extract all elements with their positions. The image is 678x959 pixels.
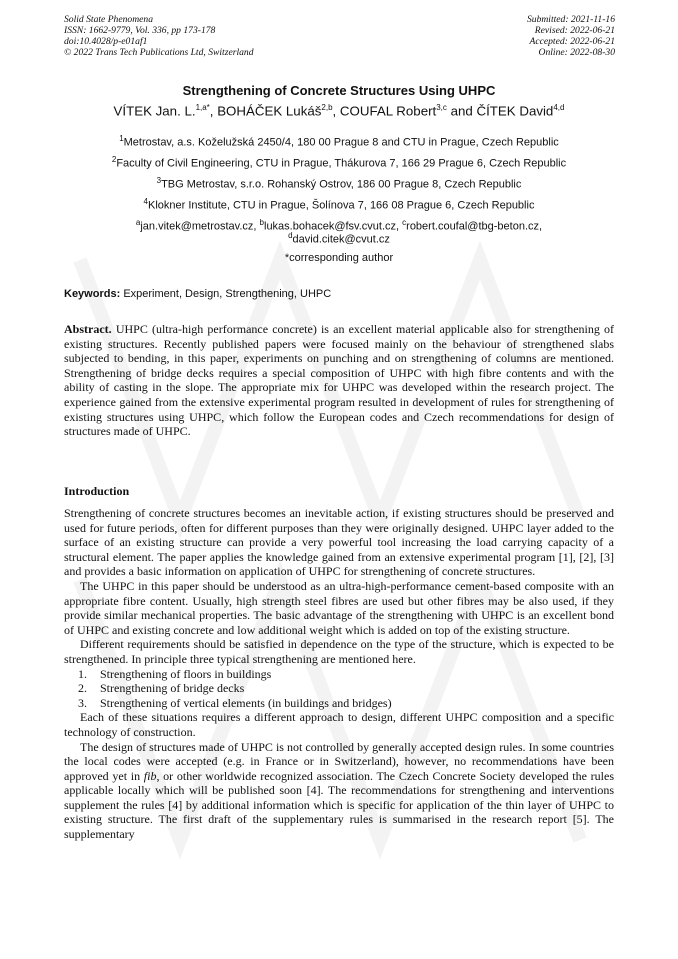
author-3-sup: 3,c bbox=[436, 103, 447, 112]
keywords-label: Keywords: bbox=[64, 288, 121, 300]
abstract-label: Abstract. bbox=[64, 322, 112, 336]
email-a[interactable]: jan.vitek@metrostav.cz bbox=[140, 220, 254, 233]
list-item bbox=[78, 695, 614, 711]
list-number: 3. bbox=[78, 695, 87, 710]
list-number: 2. bbox=[78, 681, 87, 696]
affiliation-3-text: TBG Metrostav, s.r.o. Rohanský Ostrov, 186 00 Prague 8, Czech Republic bbox=[161, 178, 522, 191]
intro-paragraph-5-part-b: , or other worldwide recognized association. The Czech Concrete Society developed the rules applicable locally which will be published soon [4]. The recommendations for strengthening and interventions supplement the rules [4] by additional information which is specific for application of the thin layer of UHPC to existing structure. The first draft of the supplementary rules is summarised in the research report [5]. The supplementary bbox=[64, 768, 614, 842]
email-c[interactable]: robert.coufal@tbg-beton.cz bbox=[406, 220, 540, 233]
affiliation-2 bbox=[0, 153, 678, 171]
affiliation-4-text: Klokner Institute, CTU in Prague, Šolínova 7, 166 08 Prague 6, Czech Republic bbox=[148, 199, 535, 212]
list-text: Strengthening of floors in buildings bbox=[100, 666, 272, 681]
affiliation-4 bbox=[0, 195, 678, 213]
date-accepted: Accepted: 2022-06-21 bbox=[529, 36, 615, 47]
author-3: COUFAL Robert bbox=[339, 103, 437, 119]
keywords bbox=[64, 288, 331, 300]
email-b[interactable]: lukas.bohacek@fsv.cvut.cz bbox=[264, 220, 397, 233]
abstract-text: UHPC (ultra-high performance concrete) is an excellent material applicable also for strengthening of existing structures. Recently published papers were focused mainly on the behaviour of strengthened slabs subjected to bending, in this paper, experiments on punching and on strengthening of columns are mentioned. Strengthening of bridge decks requires a special composition of UHPC with high fibre contents and with the ability of casting in the slope. The appropriate mix for UHPC was developed within the research project. The experience gained from the extensive experimental program resulted in development of rules for strengthening of existing structures using UHPC, which follow the European codes and Czech recommendations for design of structures made of UHPC. bbox=[64, 322, 615, 439]
affiliation-2-sup: 2 bbox=[111, 155, 117, 164]
email-line-1: $^a$jan.vitek@metrostav.cz, $^b$lukas.bohacek@fsv.cvut.cz, $^c$robert.coufal@tbg-beton.cz, bbox=[135, 218, 543, 233]
publication-dates bbox=[527, 14, 615, 58]
email-a-sup: a bbox=[135, 218, 141, 227]
intro-paragraph-4: Each of these situations requires a different approach to design, different UHPC composition and a specific technology of construction. bbox=[64, 710, 614, 739]
journal-doi: doi:10.4028/p-e01af1 bbox=[64, 36, 148, 47]
date-revised: Revised: 2022-06-21 bbox=[534, 25, 615, 36]
affiliation-2-text: Faculty of Civil Engineering, CTU in Prague, Thákurova 7, 166 29 Prague 6, Czech Republic bbox=[116, 157, 567, 170]
author-2-sup: 2,b bbox=[321, 103, 333, 112]
keywords-text: Experiment, Design, Strengthening, UHPC bbox=[123, 288, 332, 300]
date-online: Online: 2022-08-30 bbox=[538, 47, 615, 58]
intro-paragraph-3: Different requirements should be satisfied in dependence on the type of the structure, which is expected to be strengthened. In principle three typical strengthening are mentioned here. bbox=[64, 637, 614, 666]
affiliation-4-sup: 4 bbox=[143, 197, 148, 206]
paper-title: Strengthening of Concrete Structures Using UHPC bbox=[182, 83, 496, 98]
email-d[interactable]: david.citek@cvut.cz bbox=[292, 233, 390, 246]
affiliation-1-sup: 1 bbox=[119, 134, 124, 143]
intro-paragraph-1: Strengthening of concrete structures becomes an inevitable action, if existing structures should be preserved and used for future periods, often for different purposes than they were originally designed. UHPC layer added to the surface of an existing structure can provide a very powerful tool increasing the load carrying capacity of a structural element. The paper applies the knowledge gained from an extensive experimental program [1], [2], [3] and provides a basic information on application of UHPC for strengthening of concrete structures. bbox=[64, 506, 614, 579]
list-item bbox=[78, 666, 614, 682]
email-d-sup: d bbox=[288, 231, 293, 240]
email-c-sup: c bbox=[402, 218, 407, 227]
introduction-body bbox=[64, 506, 614, 842]
abstract bbox=[64, 322, 614, 439]
list-item bbox=[78, 681, 614, 696]
author-2: BOHÁČEK Lukáš bbox=[217, 103, 322, 119]
intro-paragraph-2: The UHPC in this paper should be understood as an ultra-high-performance cement-based composite with an appropriate fibre content. Usually, high strength steel fibres are used but other fibres may be also used, if they provide similar mechanical properties. The basic advantage of the strengthening with UHPC is an excellent bond of UHPC and existing concrete and low additional weight which is added on top of the existing structure. bbox=[64, 578, 614, 637]
intro-paragraph-5-part-a: The design of structures made of UHPC is not controlled by generally accepted design rules. In some countries the local codes were accepted (e.g. in France or in Switzerland), however, no recommendations have been approved yet in bbox=[64, 739, 614, 783]
affiliation-1 bbox=[0, 132, 678, 150]
strengthening-list bbox=[64, 667, 614, 711]
section-heading-introduction: Introduction bbox=[64, 484, 130, 498]
list-text: Strengthening of vertical elements (in buildings and bridges) bbox=[100, 695, 392, 710]
corresponding-author: *corresponding author bbox=[284, 252, 394, 264]
journal-info bbox=[64, 14, 254, 58]
author-1-sup: 1,a* bbox=[195, 103, 210, 112]
author-list: VÍTEK Jan. L.$^{1,a*}$, BOHÁČEK Lukáš$^{2,b}$, COUFAL Robert$^{3,c}$ and ČÍTEK David$^{4,d}$ bbox=[113, 103, 565, 119]
author-and: and bbox=[450, 103, 473, 119]
author-1: VÍTEK Jan. L. bbox=[113, 103, 196, 119]
list-number: 1. bbox=[78, 666, 87, 681]
date-submitted: Submitted: 2021-11-16 bbox=[526, 14, 615, 25]
affiliation-3 bbox=[0, 174, 678, 192]
journal-name: Solid State Phenomena bbox=[64, 14, 153, 25]
list-text: Strengthening of bridge decks bbox=[100, 681, 245, 696]
journal-issn: ISSN: 1662-9779, Vol. 336, pp 173-178 bbox=[64, 25, 216, 36]
author-4: ČÍTEK David bbox=[476, 103, 554, 119]
affiliation-3-sup: 3 bbox=[156, 176, 162, 185]
journal-copyright: © 2022 Trans Tech Publications Ltd, Switzerland bbox=[64, 47, 254, 58]
author-4-sup: 4,d bbox=[553, 103, 565, 112]
email-line-2 bbox=[0, 229, 678, 247]
fib-italic: fib bbox=[143, 768, 157, 783]
affiliation-1-text: Metrostav, a.s. Koželužská 2450/4, 180 00 Prague 8 and CTU in Prague, Czech Republic bbox=[123, 136, 559, 149]
email-b-sup: b bbox=[259, 218, 264, 227]
intro-paragraph-5 bbox=[64, 740, 614, 842]
